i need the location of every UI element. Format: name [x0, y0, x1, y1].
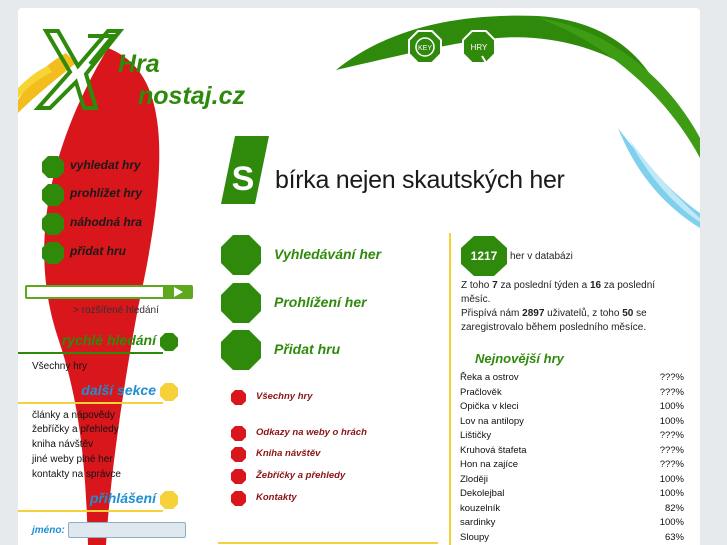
game-name: Hon na zajíce — [460, 459, 519, 470]
logo-text-line1: Hra — [118, 50, 160, 78]
search-input[interactable] — [27, 287, 163, 297]
search-bar — [25, 285, 193, 299]
game-name: Sloupy — [460, 531, 490, 543]
game-name: kouzelník — [460, 502, 501, 514]
stats-users-line2: zaregistrovalo během posledního měsíce. — [461, 322, 647, 333]
link-label: Kniha návštěv — [256, 448, 321, 459]
page-headline: bírka nejen skautských her — [275, 166, 565, 194]
headline-initial: S — [231, 160, 255, 198]
table-row[interactable] — [460, 430, 684, 444]
octagon-icon — [221, 283, 261, 323]
green-hex-icon — [160, 333, 178, 351]
hra-logo-icon — [28, 26, 128, 116]
action-add-game[interactable] — [221, 330, 481, 368]
column-divider — [449, 233, 451, 545]
action-label: Přidat hru — [274, 341, 341, 357]
key-badge-text: KEY — [417, 45, 433, 52]
game-rating: 100% — [659, 401, 684, 412]
username-label: jméno: — [32, 525, 65, 536]
yellow-hex-icon — [160, 491, 178, 509]
action-browse-games[interactable] — [221, 283, 481, 321]
game-rating: 100% — [659, 473, 684, 485]
stat-text: Přispívá nám — [461, 308, 523, 319]
game-count-label: her v databázi — [510, 251, 573, 262]
table-row[interactable] — [460, 445, 684, 459]
table-row[interactable] — [460, 532, 684, 545]
newest-games-title: Nejnovější hry — [475, 351, 564, 366]
key-badge-icon[interactable] — [408, 30, 442, 64]
game-name: Dekolejbal — [460, 488, 505, 499]
game-count: 1217 — [470, 249, 498, 263]
hry-badge-text: HRY — [470, 43, 488, 52]
game-name: Lištičky — [460, 430, 492, 441]
game-rating: 82% — [664, 502, 684, 514]
action-label: Vyhledávání her — [274, 246, 382, 262]
game-rating: ???% — [659, 444, 684, 456]
table-row[interactable] — [460, 416, 684, 430]
divider — [18, 352, 163, 354]
more-link[interactable]: jiné weby plné her — [32, 454, 113, 465]
game-rating: 100% — [659, 517, 684, 528]
stats-month-line: měsíc. — [461, 294, 491, 305]
stat-text: Z toho — [461, 280, 493, 291]
game-name: sardinky — [460, 517, 496, 528]
nav-bullet-icon — [41, 183, 65, 207]
game-rating: ???% — [659, 430, 684, 441]
game-name: Opička v kleci — [460, 401, 519, 412]
game-rating: ???% — [659, 372, 684, 383]
more-sections-header — [18, 380, 178, 404]
game-name: Pračlověk — [460, 386, 502, 398]
game-rating: 100% — [659, 415, 684, 427]
stat-new-users-count: 50 — [622, 308, 634, 319]
headline-initial-badge — [221, 136, 269, 204]
stats-week-line — [461, 279, 655, 293]
game-rating: ???% — [659, 459, 684, 470]
more-link[interactable]: kniha návštěv — [32, 439, 94, 450]
octagon-icon — [221, 235, 261, 275]
table-row[interactable] — [460, 503, 684, 517]
more-sections-title: další sekce — [81, 382, 156, 398]
stat-users-count: 2897 — [522, 308, 545, 319]
link-label: Odkazy na weby o hrách — [256, 427, 367, 438]
link-label: Žebříčky a přehledy — [256, 470, 346, 481]
bottom-divider — [218, 542, 438, 544]
red-bullet-icon — [231, 390, 246, 405]
more-link[interactable]: články a nápovědy — [32, 410, 115, 421]
hry-badge-icon[interactable] — [462, 30, 496, 68]
game-rating: ???% — [659, 386, 684, 398]
username-field[interactable] — [68, 522, 186, 538]
stat-text: se — [633, 308, 647, 319]
stat-week-count: 7 — [492, 280, 498, 291]
nav-bullet-icon — [41, 241, 65, 265]
page — [18, 8, 700, 545]
link-label: Kontakty — [256, 492, 297, 503]
red-bullet-icon — [231, 426, 246, 441]
search-go-icon[interactable] — [174, 287, 183, 297]
login-title: přihlášení — [89, 490, 156, 506]
quick-search-header — [18, 330, 178, 354]
login-header — [18, 488, 178, 512]
table-row[interactable] — [460, 488, 684, 502]
red-bullet-icon — [231, 491, 246, 506]
nav-label: přidat hru — [70, 244, 126, 258]
game-name: Zloději — [460, 473, 488, 485]
more-link[interactable]: kontakty na správce — [32, 469, 121, 480]
game-count-badge — [461, 236, 507, 276]
nav-label: náhodná hra — [70, 215, 143, 229]
table-row[interactable] — [460, 474, 684, 488]
advanced-search-link[interactable]: > rozšířené hledání — [73, 305, 159, 316]
action-label: Prohlížení her — [274, 294, 367, 310]
table-row[interactable] — [460, 387, 684, 401]
game-name: Řeka a ostrov — [460, 372, 519, 383]
divider — [18, 402, 163, 404]
quick-all-games-link[interactable]: Všechny hry — [32, 361, 88, 372]
game-rating: 100% — [659, 488, 684, 499]
stats-users-line — [461, 307, 647, 321]
stat-text: uživatelů, z toho — [544, 308, 623, 319]
yellow-hex-icon — [160, 383, 178, 401]
red-bullet-icon — [231, 469, 246, 484]
nav-bullet-icon — [41, 155, 65, 179]
nav-label: vyhledat hry — [70, 158, 141, 172]
table-row[interactable] — [460, 401, 684, 415]
stat-text: za poslední týden a — [497, 280, 590, 291]
stat-text: za poslední — [601, 280, 656, 291]
more-link[interactable]: žebříčky a přehledy — [32, 424, 119, 435]
action-search-games[interactable] — [221, 235, 481, 273]
link-label: Všechny hry — [256, 391, 313, 402]
game-rating: 63% — [664, 531, 684, 543]
logo-text-line2: nostaj.cz — [138, 82, 245, 110]
octagon-icon — [221, 330, 261, 370]
nav-label: prohlížet hry — [70, 186, 143, 200]
stat-month-count: 16 — [590, 280, 602, 291]
game-name: Kruhová štafeta — [460, 444, 527, 456]
table-row[interactable] — [460, 459, 684, 473]
divider — [18, 510, 163, 512]
table-row[interactable] — [460, 372, 684, 386]
red-bullet-icon — [231, 447, 246, 462]
game-name: Lov na antilopy — [460, 415, 524, 427]
table-row[interactable] — [460, 517, 684, 531]
nav-bullet-icon — [41, 212, 65, 236]
quick-search-title: rychlé hledání — [61, 332, 156, 348]
